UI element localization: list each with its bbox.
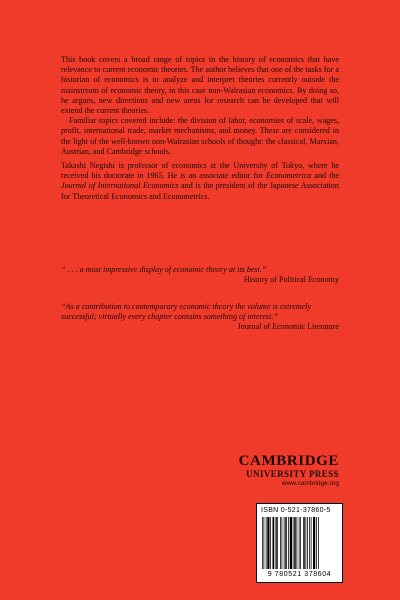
quote-text: “ . . . a most impressive display of economic theory at its best.” xyxy=(61,265,267,274)
bio-text-1: Takashi Negishi is professor of economics at the University of Tokyo, where he received his doctorate in 1965. He is an associate editor for xyxy=(61,161,339,181)
bio-journal-international-economics: Journal of International Economics xyxy=(61,181,179,191)
review-quote-1 xyxy=(61,265,339,285)
blurb xyxy=(61,55,339,202)
isbn-barcode-box xyxy=(256,503,343,583)
barcode-icon xyxy=(261,517,339,569)
isbn-label: ISBN 0-521-37860-5 xyxy=(261,507,331,514)
author-bio xyxy=(61,161,339,202)
blurb-paragraph-1: This book covers a broad range of topics in the history of economics that have relevance to current economic theories. The author believes that one of the tasks for a historian of economics is to analyze and interpret theories currently outside the mainstream of economic theory, in this case non-Walrasian economics. By doing so, he argues, new directions and new areas for research can be developed that will extend the current theories. xyxy=(61,55,339,116)
quote-source: Journal of Economic Literature xyxy=(237,322,339,332)
quote-text: “As a contribution to contemporary economic theory the volume is extremely successful; virtually every chapter contains something of interest.” xyxy=(61,302,312,322)
bio-text-3: and is the president of the Japanese Association for Theoretical Economics and Econometrics. xyxy=(61,181,339,201)
bio-text-2: and the xyxy=(311,171,340,181)
bio-journal-econometrica: Econometrica xyxy=(265,171,312,181)
blurb-paragraph-2: Familiar topics covered include: the division of labor, economies of scale, wages, profit, international trade, market mechanisms, and money. These are considered in the light of the well-known non-Walrasian schools of thought: the classical, Marxian, Austrian, and Cambridge schools. xyxy=(61,116,339,156)
publisher-subtitle: UNIVERSITY PRESS xyxy=(246,469,339,479)
barcode-digits: 9 780521 378604 xyxy=(267,571,332,578)
publisher-name: CAMBRIDGE xyxy=(238,453,339,469)
review-quote-2 xyxy=(61,302,339,333)
publisher-url: www.cambridge.org xyxy=(281,480,339,487)
publisher-logo xyxy=(239,454,339,488)
quote-source: History of Political Economy xyxy=(243,275,339,285)
